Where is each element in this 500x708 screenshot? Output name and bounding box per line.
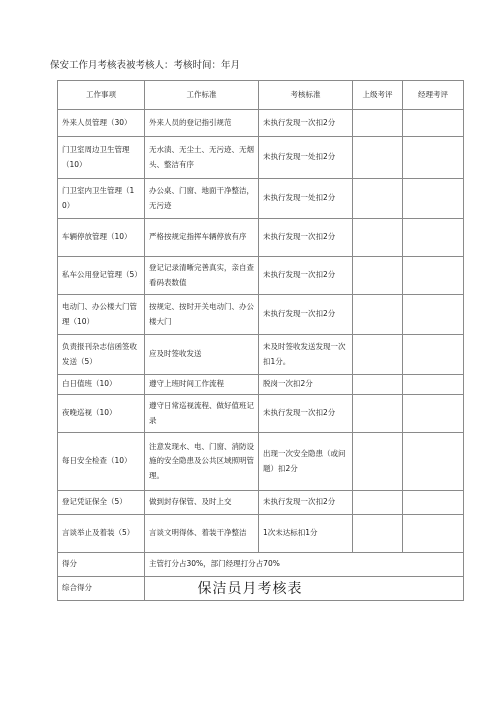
supervisor-eval-cell[interactable] <box>353 257 403 295</box>
work-item-cell: 言谈举止及着装（5） <box>58 515 145 553</box>
manager-eval-cell[interactable] <box>403 110 464 137</box>
supervisor-eval-cell[interactable] <box>353 179 403 219</box>
supervisor-eval-cell[interactable] <box>353 295 403 335</box>
assessment-criterion-cell: 未执行发现一次扣2分 <box>259 257 353 295</box>
score-row <box>58 553 464 577</box>
work-standard-cell: 遵守上班时间工作流程 <box>145 375 259 395</box>
header-work-item: 工作事项 <box>58 81 145 110</box>
work-standard-cell: 言谈文明得体、着装干净整洁 <box>145 515 259 553</box>
work-standard-cell: 严格按规定指挥车辆停放有序 <box>145 219 259 257</box>
manager-eval-cell[interactable] <box>403 375 464 395</box>
assessment-criterion-cell: 未执行发现一次扣2分 <box>259 395 353 433</box>
assessment-table <box>57 80 464 601</box>
header-work-standard: 工作标准 <box>145 81 259 110</box>
work-standard-cell: 无水渍、无尘土、无污迹、无烟头、整洁有序 <box>145 137 259 179</box>
work-standard-cell: 外来人员的登记指引规范 <box>145 110 259 137</box>
assessment-criterion-cell: 未执行发现一次扣2分 <box>259 491 353 515</box>
header-assessment-criterion: 考核标准 <box>259 81 353 110</box>
work-standard-cell: 登记记录清晰完善真实，亲自查看码表数值 <box>145 257 259 295</box>
table-row <box>58 179 464 219</box>
assessment-criterion-cell: 出现一次安全隐患（或问题）扣2分 <box>259 433 353 491</box>
work-standard-cell: 注意发现水、电、门窗、消防设施的安全隐患及公共区域照明管理。 <box>145 433 259 491</box>
work-item-cell: 每日安全检查（10） <box>58 433 145 491</box>
table-row <box>58 335 464 375</box>
supervisor-eval-cell[interactable] <box>353 375 403 395</box>
work-standard-cell: 按规定、按时开关电动门、办公楼大门 <box>145 295 259 335</box>
supervisor-eval-cell[interactable] <box>353 491 403 515</box>
form-heading: 保安工作月考核表被考核人：考核时间：年月 <box>50 60 241 71</box>
table-body <box>58 110 464 553</box>
table-row <box>58 515 464 553</box>
score-note: 主管打分占30%，部门经理打分占70% <box>145 553 464 577</box>
table-row <box>58 137 464 179</box>
manager-eval-cell[interactable] <box>403 179 464 219</box>
table-row <box>58 491 464 515</box>
manager-eval-cell[interactable] <box>403 515 464 553</box>
assessment-criterion-cell: 未及时签收发送发现一次扣1分。 <box>259 335 353 375</box>
table-row <box>58 219 464 257</box>
header-manager-eval: 经理考评 <box>403 81 464 110</box>
work-item-cell: 白日值班（10） <box>58 375 145 395</box>
work-item-cell: 车辆停放管理（10） <box>58 219 145 257</box>
supervisor-eval-cell[interactable] <box>353 395 403 433</box>
supervisor-eval-cell[interactable] <box>353 110 403 137</box>
work-item-cell: 门卫室内卫生管理（10） <box>58 179 145 219</box>
table-header-row <box>58 81 464 110</box>
supervisor-eval-cell[interactable] <box>353 137 403 179</box>
work-item-cell: 登记凭证保全（5） <box>58 491 145 515</box>
work-item-cell: 门卫室周边卫生管理（10） <box>58 137 145 179</box>
work-standard-cell: 应及时签收发送 <box>145 335 259 375</box>
manager-eval-cell[interactable] <box>403 137 464 179</box>
table-row <box>58 395 464 433</box>
manager-eval-cell[interactable] <box>403 491 464 515</box>
assessment-criterion-cell: 脱岗一次扣2分 <box>259 375 353 395</box>
assessment-criterion-cell: 1次未达标扣1分 <box>259 515 353 553</box>
assessment-criterion-cell: 未执行发现一次扣2分 <box>259 219 353 257</box>
work-item-cell: 电动门、办公楼大门管理（10） <box>58 295 145 335</box>
manager-eval-cell[interactable] <box>403 433 464 491</box>
work-standard-cell: 办公桌、门窗、地面干净整洁，无污迹 <box>145 179 259 219</box>
work-item-cell: 夜晚巡视（10） <box>58 395 145 433</box>
supervisor-eval-cell[interactable] <box>353 335 403 375</box>
manager-eval-cell[interactable] <box>403 335 464 375</box>
work-standard-cell: 做到封存保管、及时上交 <box>145 491 259 515</box>
assessment-criterion-cell: 未执行发现一次扣2分 <box>259 295 353 335</box>
work-standard-cell: 遵守日常巡视流程、做好值班记录 <box>145 395 259 433</box>
manager-eval-cell[interactable] <box>403 295 464 335</box>
work-item-cell: 私车公用登记管理（5） <box>58 257 145 295</box>
table-row <box>58 257 464 295</box>
supervisor-eval-cell[interactable] <box>353 433 403 491</box>
work-item-cell: 外来人员管理（30） <box>58 110 145 137</box>
score-label: 得分 <box>58 553 145 577</box>
header-supervisor-eval: 上级考评 <box>353 81 403 110</box>
table-row <box>58 375 464 395</box>
total-score-label: 综合得分 <box>58 577 145 601</box>
manager-eval-cell[interactable] <box>403 219 464 257</box>
supervisor-eval-cell[interactable] <box>353 515 403 553</box>
supervisor-eval-cell[interactable] <box>353 219 403 257</box>
assessment-criterion-cell: 未执行发现一处扣2分 <box>259 137 353 179</box>
table-row <box>58 110 464 137</box>
manager-eval-cell[interactable] <box>403 395 464 433</box>
manager-eval-cell[interactable] <box>403 257 464 295</box>
assessment-criterion-cell: 未执行发现一处扣2分 <box>259 179 353 219</box>
next-section-title: 保洁员月考核表 <box>197 581 303 597</box>
table-row <box>58 433 464 491</box>
work-item-cell: 负责报刊杂志信函签收发送（5） <box>58 335 145 375</box>
table-row <box>58 295 464 335</box>
assessment-criterion-cell: 未执行发现一次扣2分 <box>259 110 353 137</box>
